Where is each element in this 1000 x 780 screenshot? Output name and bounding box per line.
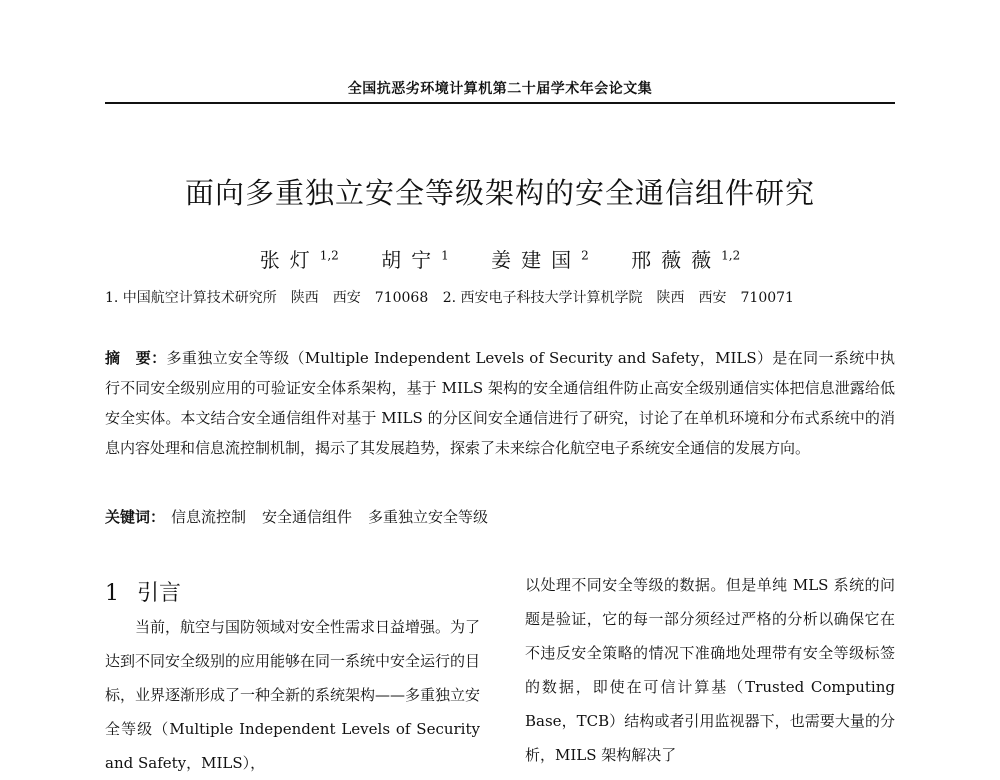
author [491, 244, 589, 273]
body-left-column: 当前，航空与国防领域对安全性需求日益增强。为了达到不同安全级别的应用能够在同一系统中安全运行的目标，业界逐渐形成了一种全新的系统架构——多重独立安全等级（Multiple Independent Levels of Security and Safety，MILS）， [105, 618, 481, 772]
author-list [0, 244, 1000, 273]
affiliation-1: 1. 中国航空计算技术研究所 陕西 西安 710068 [105, 290, 429, 306]
author-affiliation-mark: 2 [581, 248, 589, 263]
affiliations [105, 287, 905, 307]
author [260, 244, 339, 273]
header-rule [105, 102, 895, 104]
affiliation-2: 2. 西安电子科技大学计算机学院 陕西 西安 710071 [442, 290, 794, 306]
running-header: 全国抗恶劣环境计算机第二十届学术年会论文集 [347, 81, 653, 97]
body-right-column: 以处理不同安全等级的数据。但是单纯 MLS 系统的问题是验证，它的每一部分须经过严格的分析以确保它在不违反安全策略的情况下准确地处理带有安全等级标签的数据，即使在可信计算基（Trusted Computing Base，TCB）结构或者引用监视器下，也需要大量的分析，MILS 架构解决了 [525, 576, 895, 764]
author-name: 胡宁 [381, 248, 442, 272]
keyword: 信息流控制 [171, 508, 247, 526]
author-name: 姜建国 [491, 248, 582, 272]
keyword: 安全通信组件 [262, 508, 353, 526]
section-title: 引言 [137, 581, 182, 606]
keywords-label: 关键词： [105, 508, 166, 526]
abstract-text: 多重独立安全等级（Multiple Independent Levels of Security and Safety，MILS）是在同一系统中执行不同安全级别应用的可验证安全体系架构，基于 MILS 架构的安全通信组件防止高安全级别通信实体把信息泄露给低安全实体。本文结合安全通信组件对基于 MILS 的分区间安全通信进行了研究，讨论了在单机环境和分布式系统中的消息内容处理和信息流控制机制，揭示了其发展趋势，探索了未来综合化航空电子系统安全通信的发展方向。 [105, 349, 895, 457]
author-affiliation-mark: 1,2 [319, 248, 339, 263]
author [381, 244, 449, 273]
section-heading [105, 576, 181, 607]
paper-title: 面向多重独立安全等级架构的安全通信组件研究 [184, 176, 815, 210]
author-name: 张灯 [259, 248, 320, 272]
author-name: 邢薇薇 [631, 248, 722, 272]
author-affiliation-mark: 1,2 [721, 248, 741, 263]
keywords [105, 506, 895, 527]
author-affiliation-mark: 1 [441, 248, 449, 263]
section-number: 1 [105, 581, 119, 606]
abstract [105, 343, 895, 463]
keyword: 多重独立安全等级 [368, 508, 489, 526]
abstract-label: 摘 要： [105, 349, 167, 367]
author [631, 244, 740, 273]
